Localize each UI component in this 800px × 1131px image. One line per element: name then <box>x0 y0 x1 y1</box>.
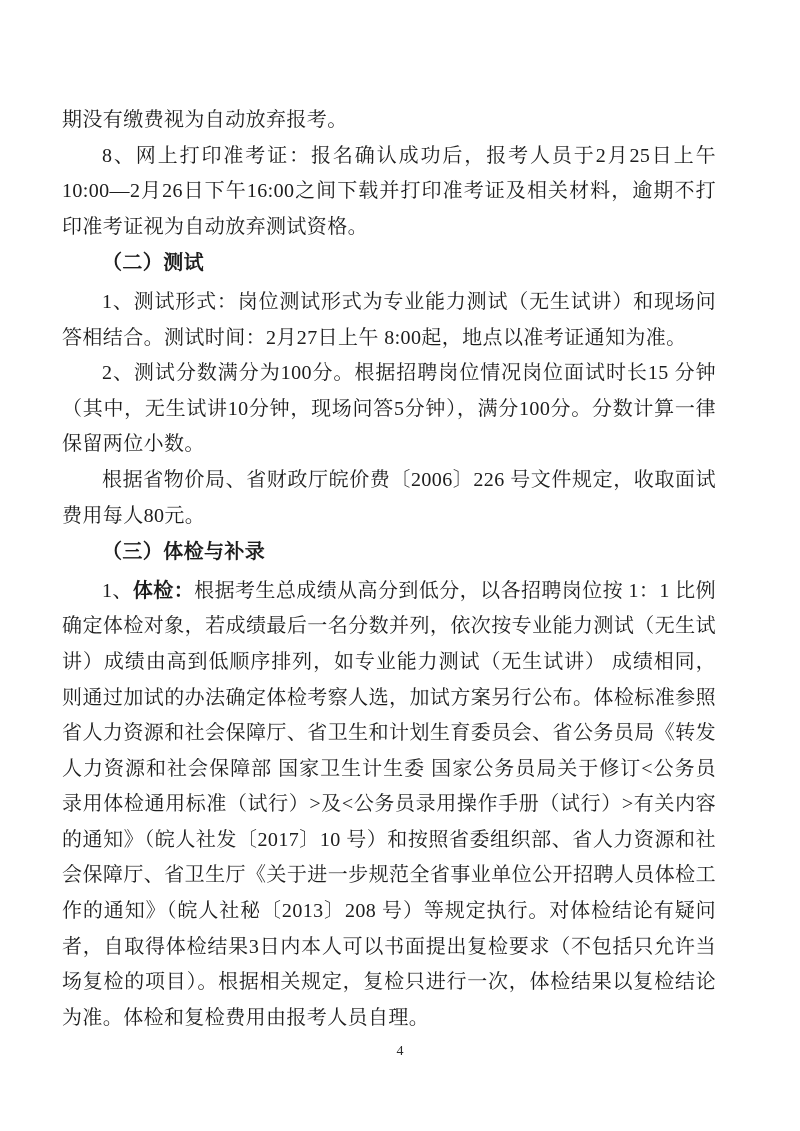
paragraph <box>62 139 716 246</box>
section-heading <box>62 246 716 282</box>
text-run: 体检： <box>132 579 195 602</box>
paragraph <box>62 356 716 463</box>
paragraph <box>62 103 716 139</box>
text-run: 1、 <box>102 579 133 602</box>
text-run: 1、测试形式：岗位测试形式为专业能力测试（无生试讲）和现场问答相结合。测试时间：2月27日上午 8:00起，地点以准考证通知为准。 <box>62 290 716 349</box>
text-run: （三）体检与补录 <box>102 541 266 564</box>
page-footer <box>0 1042 800 1060</box>
page-number: 4 <box>396 1044 404 1059</box>
section-heading <box>62 535 716 571</box>
text-run: 根据考生总成绩从高分到低分，以各招聘岗位按 1：1 比例确定体检对象，若成绩最后一名分数并列，依次按专业能力测试（无生试讲）成绩由高到低顺序排列，如专业能力测试（无生试讲） 成绩相同，则通过加试的办法确定体检考察人选，加试方案另行公布。体检标准参照省人力资源和社会保障厅、省卫生和计划生育委员会、省公务员局《转发人力资源和社会保障部 国家卫生计生委 国家公务员局关于修订<公务员录用体检通用标准（试行）>及<公务员录用操作手册（试行）>有关内容的通知》（皖人社发〔2017〕10 号）和按照省委组织部、省人力资源和社会保障厅、省卫生厅《关于进一步规范全省事业单位公开招聘人员体检工作的通知》（皖人社秘〔2013〕208 号）等规定执行。对体检结论有疑问者，自取得体检结果3日内本人可以书面提出复检要求（不包括只允许当场复检的项目）。根据相关规定，复检只进行一次，体检结果以复检结论为准。体检和复检费用由报考人员自理。 <box>62 579 716 1029</box>
text-run: 根据省物价局、省财政厅皖价费〔2006〕226 号文件规定，收取面试费用每人80元。 <box>62 468 716 527</box>
document-body <box>62 103 716 1036</box>
paragraph <box>62 285 716 356</box>
text-run: 8、网上打印准考证：报名确认成功后，报考人员于2月25日上午10:00—2月26日下午16:00之间下载并打印准考证及相关材料，逾期不打印准考证视为自动放弃测试资格。 <box>62 144 716 238</box>
text-run: （二）测试 <box>102 252 204 275</box>
text-run: 2、测试分数满分为100分。根据招聘岗位情况岗位面试时长15 分钟（其中，无生试讲10分钟，现场问答5分钟），满分100分。分数计算一律保留两位小数。 <box>62 362 716 456</box>
paragraph <box>62 574 716 1037</box>
paragraph <box>62 463 716 534</box>
text-run: 期没有缴费视为自动放弃报考。 <box>62 109 348 131</box>
